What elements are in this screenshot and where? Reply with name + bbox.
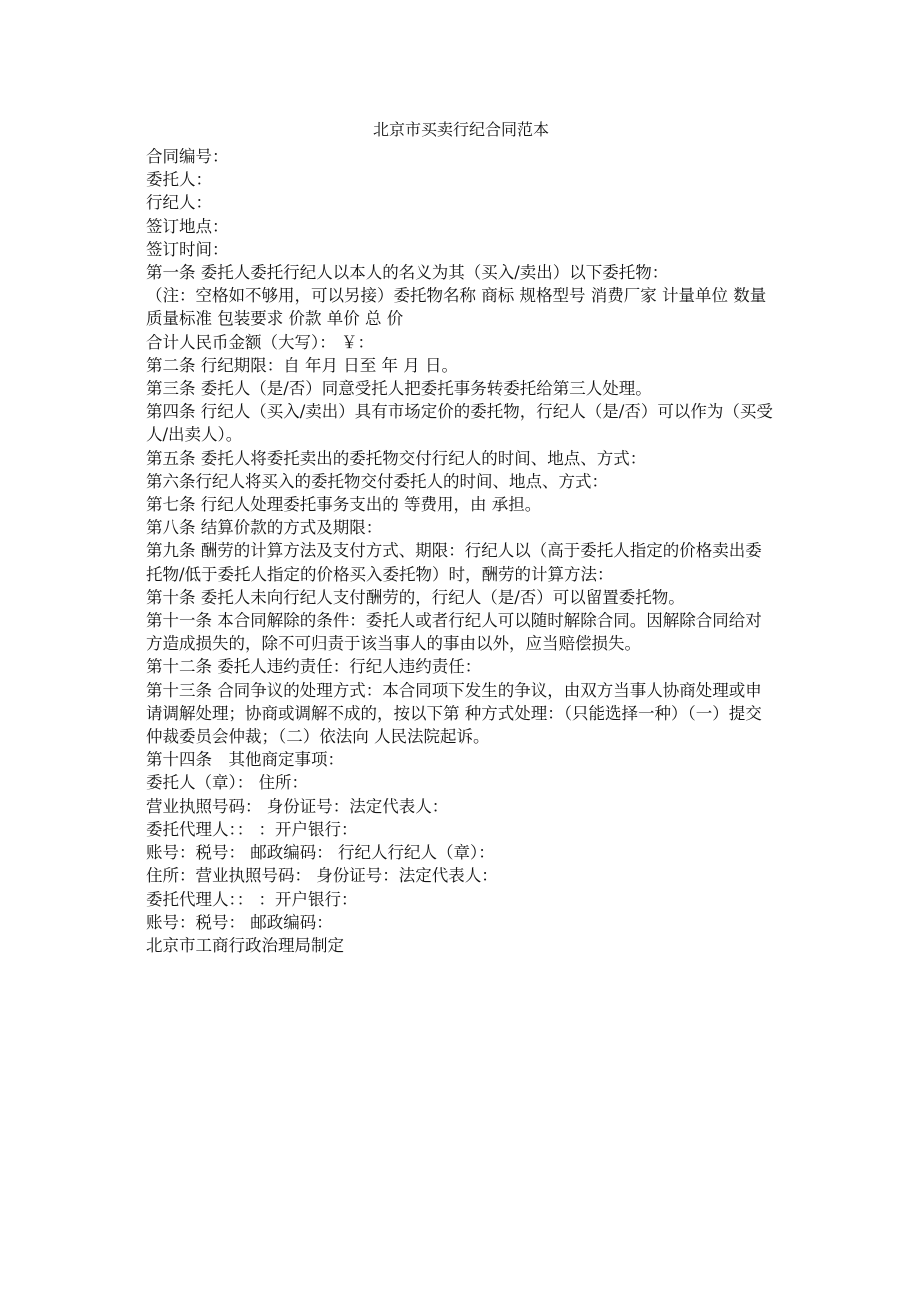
broker-address-line: 住所：营业执照号码： 身份证号：法定代表人： [146, 866, 498, 886]
issuer-line: 北京市工商行政治理局制定 [146, 935, 344, 955]
article-12: 第十二条 委托人违约责任：行纪人违约责任： [146, 657, 482, 677]
article-9: 第九条 酬劳的计算方法及支付方式、期限：行纪人以（高于委托人指定的价格卖出委托物/低于委托人指定的价格买入委托物）时，酬劳的计算方法： [146, 541, 762, 584]
article-8: 第八条 结算价款的方式及期限： [146, 518, 383, 538]
principal-license-line: 营业执照号码： 身份证号：法定代表人： [146, 796, 449, 816]
article-14: 第十四条 其他商定事项： [146, 750, 344, 770]
signing-time-line: 签订时间： [146, 239, 229, 259]
article-1-items: （注：空格如不够用，可以另接）委托物名称 商标 规格型号 消费厂家 计量单位 数量 质量标准 包装要求 价款 单价 总 价 [146, 286, 767, 329]
broker-line: 行纪人： [146, 193, 212, 213]
article-6: 第六条行纪人将买入的委托物交付委托人的时间、地点、方式： [146, 471, 608, 491]
article-7: 第七条 行纪人处理委托事务支出的 等费用，由 承担。 [146, 495, 542, 515]
document-title: 北京市买卖行纪合同范本 [372, 120, 549, 139]
article-4: 第四条 行纪人（买入/卖出）具有市场定价的委托物，行纪人（是/否）可以作为（买受人/出卖人）。 [146, 402, 773, 445]
principal-line: 委托人： [146, 170, 212, 190]
document-body [146, 118, 776, 957]
article-3: 第三条 委托人（是/否）同意受托人把委托事务转委托给第三人处理。 [146, 379, 652, 399]
article-10: 第十条 委托人未向行纪人支付酬劳的，行纪人（是/否）可以留置委托物。 [146, 587, 685, 607]
principal-agent-line: 委托代理人：： ：开户银行： [146, 819, 358, 839]
contract-number-line: 合同编号： [146, 147, 229, 166]
principal-seal-line: 委托人（章）： 住所： [146, 773, 308, 793]
article-13: 第十三条 合同争议的处理方式：本合同项下发生的争议，由双方当事人协商处理或申请调解处理；协商或调解不成的，按以下第 种方式处理：（只能选择一种）（一）提交 仲裁委员会仲裁；（二）依法向 人民法院起诉。 [146, 680, 762, 747]
broker-agent-line: 委托代理人：： ：开户银行： [146, 889, 358, 909]
signing-place-line: 签订地点： [146, 216, 229, 236]
broker-account-line: 账号：税号： 邮政编码： [146, 912, 333, 932]
article-2: 第二条 行纪期限：自 年月 日至 年 月 日。 [146, 355, 458, 375]
principal-account-line: 账号：税号： 邮政编码： 行纪人行纪人（章）： [146, 843, 495, 863]
article-11: 第十一条 本合同解除的条件：委托人或者行纪人可以随时解除合同。因解除合同给对方造成损失的，除不可归责于该当事人的事由以外，应当赔偿损失。 [146, 611, 762, 654]
article-5: 第五条 委托人将委托卖出的委托物交付行纪人的时间、地点、方式： [146, 448, 647, 468]
total-amount-line: 合计人民币金额（大写）： ￥： [146, 332, 374, 352]
article-1: 第一条 委托人委托行纪人以本人的名义为其（买入/卖出）以下委托物： [146, 263, 669, 283]
